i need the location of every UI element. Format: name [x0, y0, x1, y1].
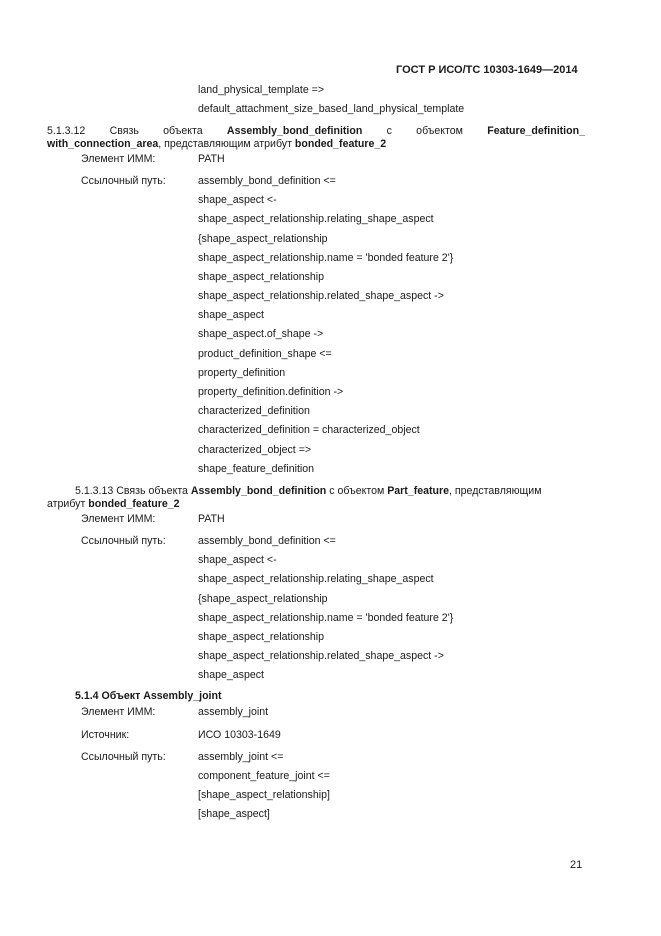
reference-path-label: Ссылочный путь: [81, 751, 166, 763]
heading-text: , представляющим атрибут [158, 138, 295, 150]
entity-name: with_connection_area [47, 138, 159, 150]
path-line: shape_aspect <- [198, 194, 277, 206]
path-line: shape_aspect [198, 309, 264, 321]
heading-word: с [386, 125, 392, 137]
entity-name: Assembly_bond_definition [190, 485, 327, 497]
heading-text: 5.1.3.13 Связь объекта [75, 485, 191, 497]
aim-element-label: Элемент ИММ: [81, 706, 156, 718]
aim-element-label: Элемент ИММ: [81, 153, 156, 165]
path-line: property_definition.definition -> [198, 386, 344, 398]
path-line: component_feature_joint <= [198, 770, 330, 782]
path-line: shape_aspect_relationship.related_shape_aspect -> [198, 650, 444, 662]
path-line: shape_aspect_relationship.name = 'bonded feature 2'} [198, 612, 454, 624]
entity-name: Feature_definition_ [487, 125, 585, 137]
source-value: ИСО 10303-1649 [198, 729, 281, 741]
path-line: shape_feature_definition [198, 463, 315, 475]
heading-text: с объектом [326, 485, 388, 497]
path-line: property_definition [198, 367, 286, 379]
path-line: shape_aspect_relationship.relating_shape_aspect [198, 573, 434, 585]
aim-element-label: Элемент ИММ: [81, 513, 156, 525]
path-line: product_definition_shape <= [198, 348, 332, 360]
path-line: default_attachment_size_based_land_physical_template [198, 103, 465, 115]
entity-name: Part_feature [387, 485, 450, 497]
section-heading-line [47, 125, 585, 137]
page-number: 21 [570, 859, 583, 871]
path-line: shape_aspect_relationship.relating_shape_aspect [198, 213, 434, 225]
heading-word: объектом [416, 125, 463, 137]
section-number: 5.1.3.12 [47, 125, 86, 137]
section-heading-line [75, 485, 541, 497]
path-line: shape_aspect_relationship.related_shape_aspect -> [198, 290, 444, 302]
source-label: Источник: [81, 729, 130, 741]
reference-path-label: Ссылочный путь: [81, 535, 166, 547]
path-line: [shape_aspect] [198, 808, 270, 820]
path-line: characterized_object => [198, 444, 312, 456]
page-header: ГОСТ Р ИСО/ТС 10303-1649—2014 [396, 64, 578, 76]
reference-path-label: Ссылочный путь: [81, 175, 166, 187]
path-line: shape_aspect_relationship [198, 631, 325, 643]
aim-element-value: PATH [198, 153, 225, 165]
section-heading: 5.1.4 Объект Assembly_joint [75, 690, 222, 702]
aim-element-value: PATH [198, 513, 225, 525]
heading-text: атрибут [47, 498, 89, 510]
path-line: {shape_aspect_relationship [198, 233, 328, 245]
heading-word: объекта [163, 125, 203, 137]
section-heading-line [47, 138, 386, 150]
path-line: assembly_bond_definition <= [198, 535, 336, 547]
path-line: characterized_definition = characterized_object [198, 424, 420, 436]
entity-name: Assembly_bond_definition [226, 125, 363, 137]
path-line: {shape_aspect_relationship [198, 593, 328, 605]
path-line: shape_aspect [198, 669, 264, 681]
heading-text: , представляющим [449, 485, 542, 497]
aim-element-value: assembly_joint [198, 706, 269, 718]
path-line: assembly_bond_definition <= [198, 175, 336, 187]
path-line: characterized_definition [198, 405, 310, 417]
heading-word: Связь [109, 125, 139, 137]
path-line: shape_aspect <- [198, 554, 277, 566]
section-heading-line [47, 498, 180, 510]
attribute-name: bonded_feature_2 [294, 138, 387, 150]
path-line: land_physical_template => [198, 84, 325, 96]
path-line: shape_aspect_relationship [198, 271, 325, 283]
path-line: assembly_joint <= [198, 751, 284, 763]
attribute-name: bonded_feature_2 [88, 498, 180, 510]
path-line: shape_aspect.of_shape -> [198, 328, 324, 340]
path-line: shape_aspect_relationship.name = 'bonded feature 2'} [198, 252, 454, 264]
path-line: [shape_aspect_relationship] [198, 789, 330, 801]
